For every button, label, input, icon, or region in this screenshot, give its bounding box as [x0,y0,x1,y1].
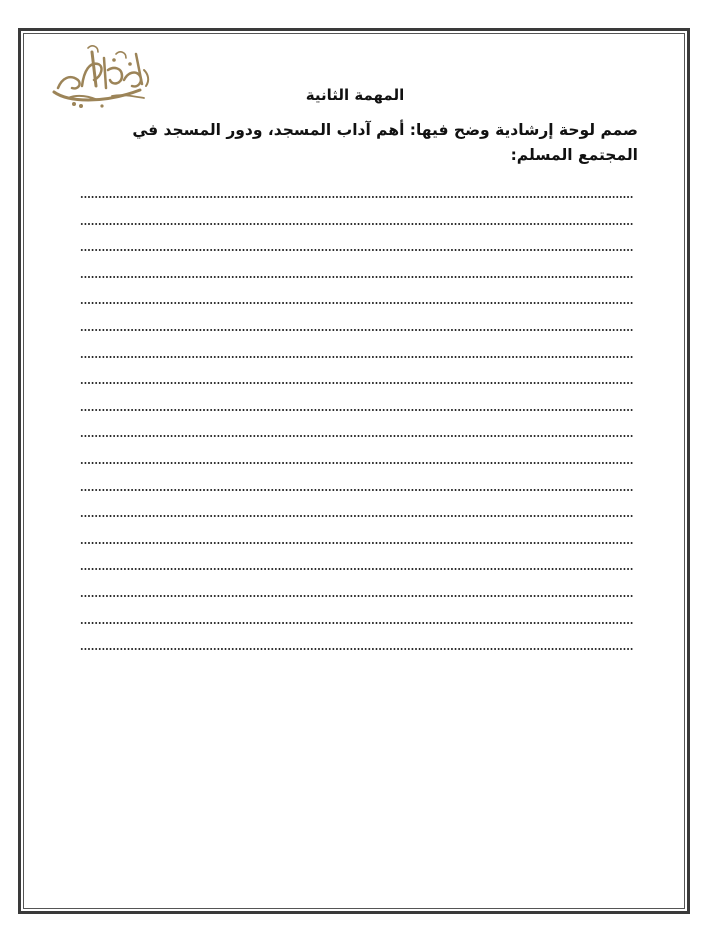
task-title: المهمة الثانية [305,86,405,104]
answer-line[interactable] [80,489,634,491]
answer-line[interactable] [80,595,634,597]
answer-line[interactable] [80,302,634,304]
answer-line[interactable] [80,329,634,331]
answer-line[interactable] [80,462,634,464]
answer-line[interactable] [80,515,634,517]
answer-line[interactable] [80,542,634,544]
answer-line[interactable] [80,196,634,198]
answer-line[interactable] [80,382,634,384]
answer-line[interactable] [80,435,634,437]
answer-line[interactable] [80,223,634,225]
answer-line[interactable] [80,276,634,278]
answer-line[interactable] [80,622,634,624]
answer-line[interactable] [80,568,634,570]
answer-lines[interactable] [80,196,634,675]
calligraphy-logo-icon [48,40,156,112]
task-instruction: صمم لوحة إرشادية وضح فيها: أهم آداب المسجد، ودور المسجد في المجتمع المسلم: [132,121,638,164]
answer-line[interactable] [80,356,634,358]
answer-line[interactable] [80,249,634,251]
answer-line[interactable] [80,648,634,650]
answer-line[interactable] [80,409,634,411]
